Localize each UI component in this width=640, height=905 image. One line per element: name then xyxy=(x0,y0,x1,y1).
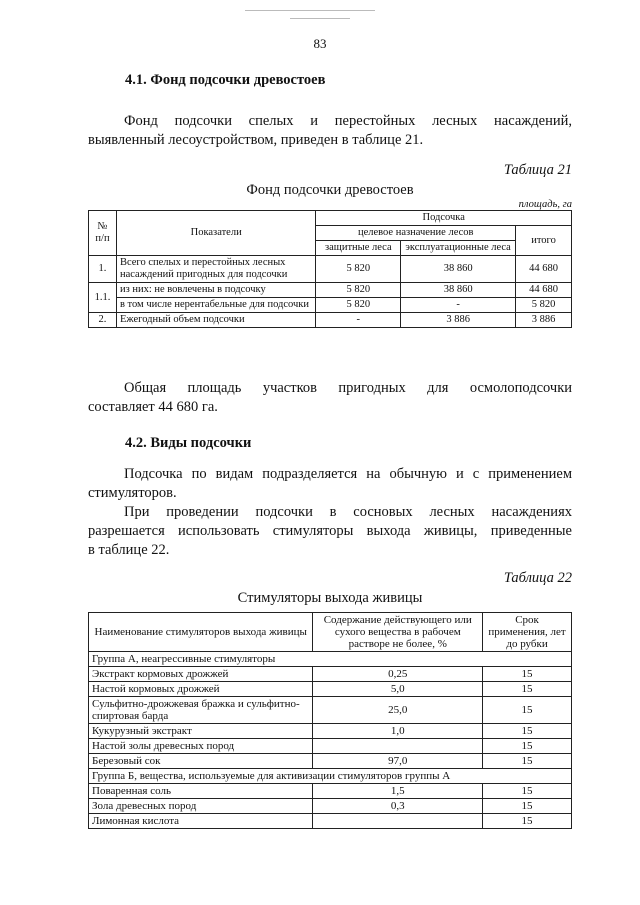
paragraph-line: составляет 44 680 га. xyxy=(88,399,218,415)
stimulator-term: 15 xyxy=(483,784,572,799)
paragraph xyxy=(88,379,572,417)
row-total: 3 886 xyxy=(516,313,572,328)
table-title: Фонд подсочки древостоев xyxy=(246,182,414,198)
stimulator-term: 15 xyxy=(483,754,572,769)
row-label: в том числе нерентабельные для подсочки xyxy=(116,298,315,313)
stimulator-content: 0,25 xyxy=(313,667,483,682)
stimulator-content: 1,5 xyxy=(313,784,483,799)
row-total: 5 820 xyxy=(516,298,572,313)
stimulator-content: 25,0 xyxy=(313,697,483,724)
paragraph-line: стимуляторов. xyxy=(88,485,177,501)
paragraph xyxy=(88,503,572,560)
stimulator-content: 97,0 xyxy=(313,754,483,769)
header-indicators: Показатели xyxy=(116,211,315,256)
header-purpose: целевое назначение лесов xyxy=(316,226,516,241)
row-protective: 5 820 xyxy=(316,298,401,313)
group-b-label: Группа Б, вещества, используемые для активизации стимуляторов группы А xyxy=(89,769,572,784)
group-a-label: Группа А, неагрессивные стимуляторы xyxy=(89,652,572,667)
table-label: Таблица 22 xyxy=(503,570,572,586)
stimulator-term: 15 xyxy=(483,697,572,724)
table-row xyxy=(89,283,572,298)
row-operational: 3 886 xyxy=(401,313,516,328)
table-row xyxy=(89,313,572,328)
header-operational: эксплуатационные леса xyxy=(401,241,516,256)
header-num: № п/п xyxy=(89,211,117,256)
stimulator-content: 0,3 xyxy=(313,799,483,814)
scan-noise xyxy=(290,18,350,19)
paragraph-line: Подсочка по видам подразделяется на обычную и с применением xyxy=(124,466,572,482)
stimulator-term: 15 xyxy=(483,814,572,829)
stimulator-content xyxy=(313,739,483,754)
table-label: Таблица 21 xyxy=(503,162,572,178)
row-label: Всего спелых и перестойных лесных насаждений пригодных для подсочки xyxy=(116,256,315,283)
row-protective: 5 820 xyxy=(316,283,401,298)
table-row xyxy=(89,754,572,769)
row-num: 1.1. xyxy=(89,283,117,313)
table-row xyxy=(89,298,572,313)
table-row xyxy=(89,682,572,697)
header-protective: защитные леса xyxy=(316,241,401,256)
paragraph-line: Общая площадь участков пригодных для осмолоподсочки xyxy=(124,380,572,396)
stimulator-name: Кукурузный экстракт xyxy=(89,724,313,739)
header-name: Наименование стимуляторов выхода живицы xyxy=(89,613,313,652)
table-row xyxy=(89,784,572,799)
table-row xyxy=(89,724,572,739)
page-number: 83 xyxy=(313,36,327,51)
table-row xyxy=(89,697,572,724)
table-21 xyxy=(88,210,572,328)
stimulator-content: 1,0 xyxy=(313,724,483,739)
row-total: 44 680 xyxy=(516,256,572,283)
stimulator-name: Березовый сок xyxy=(89,754,313,769)
paragraph-line: При проведении подсочки в сосновых лесных насаждениях xyxy=(124,504,572,520)
table-unit: площадь, га xyxy=(518,199,572,210)
stimulator-term: 15 xyxy=(483,799,572,814)
row-operational: - xyxy=(401,298,516,313)
table-row xyxy=(89,799,572,814)
row-total: 44 680 xyxy=(516,283,572,298)
stimulator-name: Настой кормовых дрожжей xyxy=(89,682,313,697)
stimulator-name: Экстракт кормовых дрожжей xyxy=(89,667,313,682)
paragraph-line: в таблице 22. xyxy=(88,542,170,558)
table-row xyxy=(89,814,572,829)
stimulator-content: 5,0 xyxy=(313,682,483,697)
stimulator-term: 15 xyxy=(483,682,572,697)
section-heading: 4.1. Фонд подсочки древостоев xyxy=(125,72,326,88)
section-heading: 4.2. Виды подсочки xyxy=(125,435,252,451)
row-label: из них: не вовлечены в подсочку xyxy=(116,283,315,298)
stimulator-name: Лимонная кислота xyxy=(89,814,313,829)
stimulator-term: 15 xyxy=(483,667,572,682)
stimulator-term: 15 xyxy=(483,739,572,754)
table-row xyxy=(89,739,572,754)
stimulator-name: Настой золы древесных пород xyxy=(89,739,313,754)
header-term: Срок применения, лет до рубки xyxy=(483,613,572,652)
row-operational: 38 860 xyxy=(401,283,516,298)
stimulator-name: Поваренная соль xyxy=(89,784,313,799)
paragraph xyxy=(88,112,572,150)
stimulator-term: 15 xyxy=(483,724,572,739)
table-22 xyxy=(88,612,572,829)
row-protective: 5 820 xyxy=(316,256,401,283)
row-num: 2. xyxy=(89,313,117,328)
scan-noise xyxy=(245,10,375,11)
paragraph xyxy=(88,465,572,503)
row-num: 1. xyxy=(89,256,117,283)
table-row xyxy=(89,667,572,682)
row-operational: 38 860 xyxy=(401,256,516,283)
row-label: Ежегодный объем подсочки xyxy=(116,313,315,328)
stimulator-content xyxy=(313,814,483,829)
row-protective: - xyxy=(316,313,401,328)
header-total: итого xyxy=(516,226,572,256)
table-row xyxy=(89,256,572,283)
stimulator-name: Зола древесных пород xyxy=(89,799,313,814)
header-tapping: Подсочка xyxy=(316,211,572,226)
paragraph-line: Фонд подсочки спелых и перестойных лесных насаждений, xyxy=(124,113,572,129)
table-title: Стимуляторы выхода живицы xyxy=(237,590,423,606)
paragraph-line: разрешается использовать стимуляторы выхода живицы, приведенные xyxy=(88,523,572,539)
paragraph-line: выявленный лесоустройством, приведен в таблице 21. xyxy=(88,132,424,148)
stimulator-name: Сульфитно-дрожжевая бражка и сульфитно-спиртовая барда xyxy=(89,697,313,724)
header-content: Содержание действующего или сухого вещества в рабочем растворе не более, % xyxy=(313,613,483,652)
